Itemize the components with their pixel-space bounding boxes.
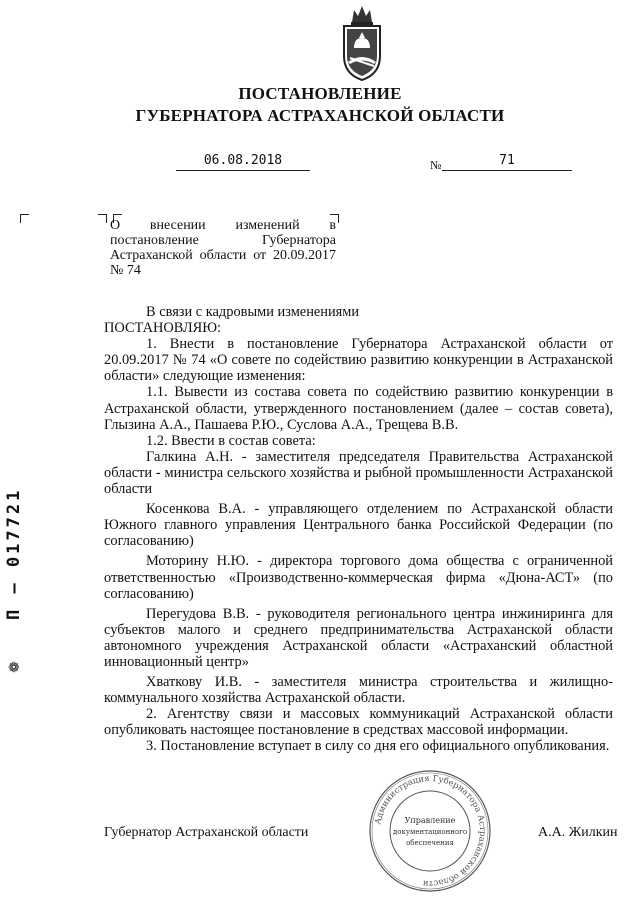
body-paragraph: 1.1. Вывести из состава совета по содействию развитию конкуренции в Астраханской области, утвержденного постановлением (далее – состав совета), Глызина А.А., Пашаева Р.Ю., Суслова А.А., Трещева В.В. bbox=[104, 384, 613, 433]
stamp-center-line: документационного bbox=[392, 828, 468, 836]
corner-mark bbox=[98, 214, 107, 223]
stamp-center-line: обеспечения bbox=[406, 839, 454, 847]
body-paragraph: Галкина А.Н. - заместителя председателя Правительства Астраханской области - министра сельского хозяйства и рыбной промышленности Астраханской области bbox=[104, 448, 613, 498]
document-title: ПОСТАНОВЛЕНИЕ bbox=[238, 84, 402, 103]
body-paragraph: Перегудова В.В. - руководителя регионального центра инжиниринга для субъектов малого и среднего предпринимательства Астраханской области автономного учреждения Астраханской области «Астраханский областной инновационный центр» bbox=[104, 605, 613, 670]
body-paragraph: 1. Внести в постановление Губернатора Астраханской области от 20.09.2017 № 74 «О совете по содействию развитию конкуренции в Астраханской области» следующие изменения: bbox=[104, 336, 613, 385]
body-paragraph: 2. Агентству связи и массовых коммуникаций Астраханской области опубликовать настоящее постановление в средствах массовой информации. bbox=[104, 706, 613, 739]
serial-number: П – 017721 bbox=[4, 487, 24, 620]
body-paragraph: Косенкова В.А. - управляющего отделением по Астраханской области Южного главного управления Центрального банка Российской Федерации (по согласованию) bbox=[104, 501, 613, 550]
body-paragraph: Хваткову И.В. - заместителя министра строительства и жилищно-коммунального хозяйства Астраханской области. bbox=[104, 674, 613, 707]
body-paragraph: ПОСТАНОВЛЯЮ: bbox=[104, 320, 222, 337]
body-paragraph: В связи с кадровыми изменениями bbox=[146, 304, 360, 320]
body-paragraph: Моторину Н.Ю. - директора торгового дома общества с ограниченной ответственностью «Производственно-коммерческая фирма «Дюна-АСТ» (по согласованию) bbox=[104, 553, 613, 602]
astrakhan-coat-of-arms-icon bbox=[334, 4, 390, 82]
document-subtitle: ГУБЕРНАТОРА АСТРАХАНСКОЙ ОБЛАСТИ bbox=[135, 106, 505, 125]
body-paragraph: 1.2. Ввести в состав совета: bbox=[146, 432, 316, 449]
signatory-name: А.А. Жилкин bbox=[538, 825, 618, 840]
signatory-position: Губернатор Астраханской области bbox=[104, 825, 309, 840]
document-subject: О внесении изменений в постановление Губернатора Астраханской области от 20.09.2017 № 74 bbox=[110, 218, 336, 278]
document-number: 71 bbox=[442, 152, 572, 171]
number-label: № bbox=[430, 158, 442, 172]
ornament-icon: ❁ bbox=[8, 661, 20, 676]
corner-mark bbox=[20, 214, 29, 223]
stamp-ring-text: Администрация Губернатора Астраханской области bbox=[373, 773, 488, 889]
body-paragraph: 3. Постановление вступает в силу со дня его официального опубликования. bbox=[146, 738, 610, 755]
stamp-center-line: Управление bbox=[404, 816, 456, 825]
document-date: 06.08.2018 bbox=[176, 152, 310, 171]
official-stamp bbox=[367, 768, 493, 894]
document-body bbox=[104, 304, 613, 755]
